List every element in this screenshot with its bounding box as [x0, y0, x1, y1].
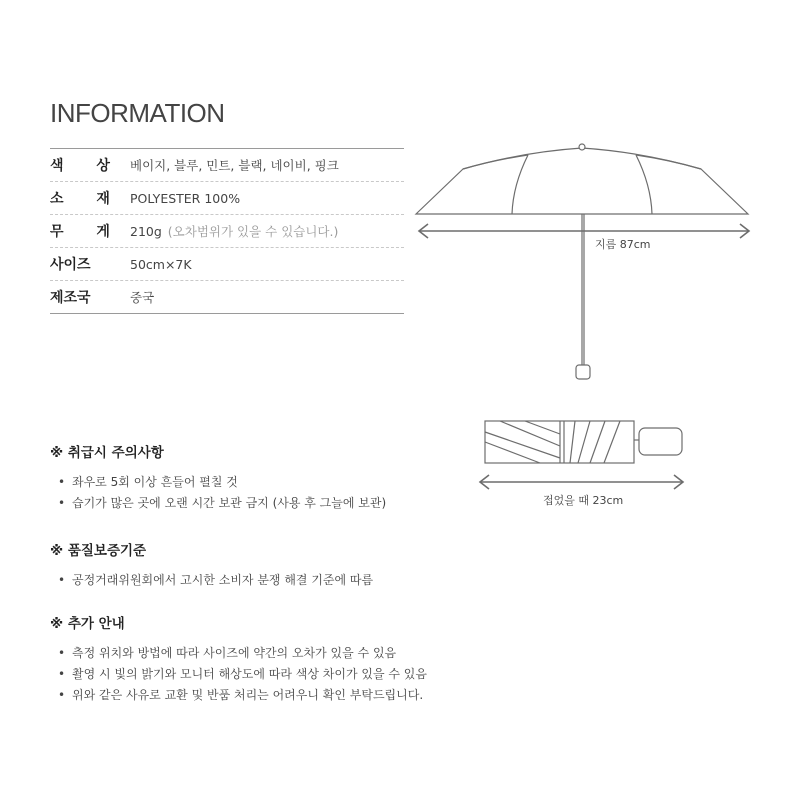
spec-label: 사이즈: [50, 257, 91, 273]
list-item: [50, 685, 427, 706]
spec-label: 무 게: [50, 224, 124, 240]
spec-value: 210g: [130, 223, 162, 239]
spec-note: (오차범위가 있을 수 있습니다.): [167, 224, 339, 239]
list-item-text: 공정거래위원회에서 고시한 소비자 분쟁 해결 기준에 따름: [72, 573, 374, 587]
bullet: •: [58, 688, 66, 702]
open-umbrella-icon: [416, 144, 748, 379]
bullet: •: [58, 573, 66, 587]
section-title: ※ 추가 안내: [50, 616, 125, 632]
bullet: •: [58, 496, 66, 510]
section-additional: [50, 612, 427, 706]
folded-length-arrow: [480, 475, 683, 489]
bullet: •: [58, 646, 66, 660]
section-quality: [50, 539, 373, 591]
page-title: INFORMATION: [50, 98, 225, 128]
spec-label: 소 재: [50, 191, 124, 207]
list-item: [50, 643, 427, 664]
list-item-text: 측정 위치와 방법에 따라 사이즈에 약간의 오차가 있을 수 있음: [72, 646, 397, 660]
list-item-text: 습기가 많은 곳에 오랜 시간 보관 금지 (사용 후 그늘에 보관): [72, 496, 387, 510]
list-item-text: 위와 같은 사유로 교환 및 반품 처리는 어려우니 확인 부탁드립니다.: [72, 688, 424, 702]
spec-value: 중국: [130, 290, 155, 305]
open-length-label: 지름 87cm: [595, 238, 651, 251]
section-title: ※ 품질보증기준: [50, 543, 147, 559]
spec-value: 50cm×7K: [130, 256, 192, 272]
folded-umbrella-icon: [485, 421, 682, 463]
list-item-text: 촬영 시 빛의 밝기와 모니터 해상도에 따라 색상 차이가 있을 수 있음: [72, 667, 427, 681]
spec-value: POLYESTER 100%: [130, 190, 241, 206]
section-title: ※ 취급시 주의사항: [50, 445, 164, 461]
spec-label: 색 상: [50, 158, 124, 174]
list-item: [50, 664, 427, 685]
list-item-text: 좌우로 5회 이상 흔들어 펼칠 것: [72, 475, 238, 489]
list-item: [50, 472, 386, 493]
list-item: [50, 493, 386, 514]
bullet: •: [58, 475, 66, 489]
list-item: [50, 570, 373, 591]
folded-length-label: 접었을 때 23cm: [543, 494, 624, 507]
spec-label: 제조국: [50, 290, 91, 306]
spec-value: 베이지, 블루, 민트, 블랙, 네이비, 핑크: [130, 158, 339, 173]
section-handling: [50, 441, 386, 514]
bullet: •: [58, 667, 66, 681]
